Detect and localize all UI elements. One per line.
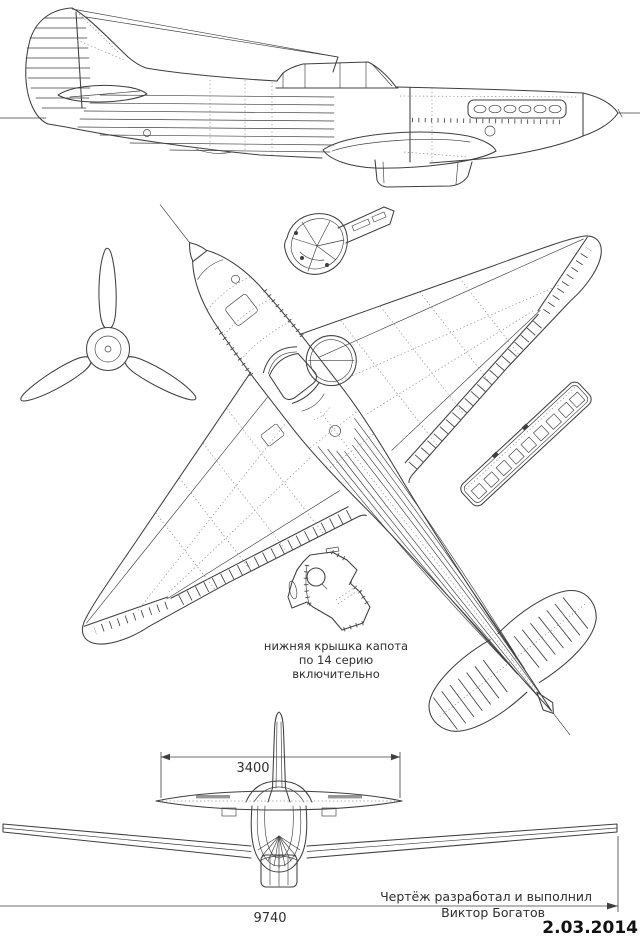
cowl-note-line3: включительно [292,667,380,681]
right-wing [297,155,640,482]
spar-strip-detail [457,378,594,508]
side-view [0,8,640,187]
plan-view [0,6,640,933]
cowl-note-line1: нижняя крышка капота [263,639,409,653]
fuselage-stringers [78,95,334,152]
credit-line1: Чертёж разработал и выполнил [380,889,592,904]
windshield-frame-detail [285,207,394,274]
tailplane-span-value: 3400 [236,761,270,776]
rear-wings [3,824,617,858]
wingspan-value: 9740 [253,911,287,926]
propeller-detail [17,248,200,407]
credit-block [380,889,638,938]
cowl-note [264,639,408,681]
credit-line2: Виктор Богатов [441,905,545,920]
cowl-panel-detail [288,547,370,630]
cowl-note-line2: по 14 серию [298,653,374,667]
exhaust-stacks [468,100,566,118]
credit-date: 2.03.2014 [542,918,638,938]
